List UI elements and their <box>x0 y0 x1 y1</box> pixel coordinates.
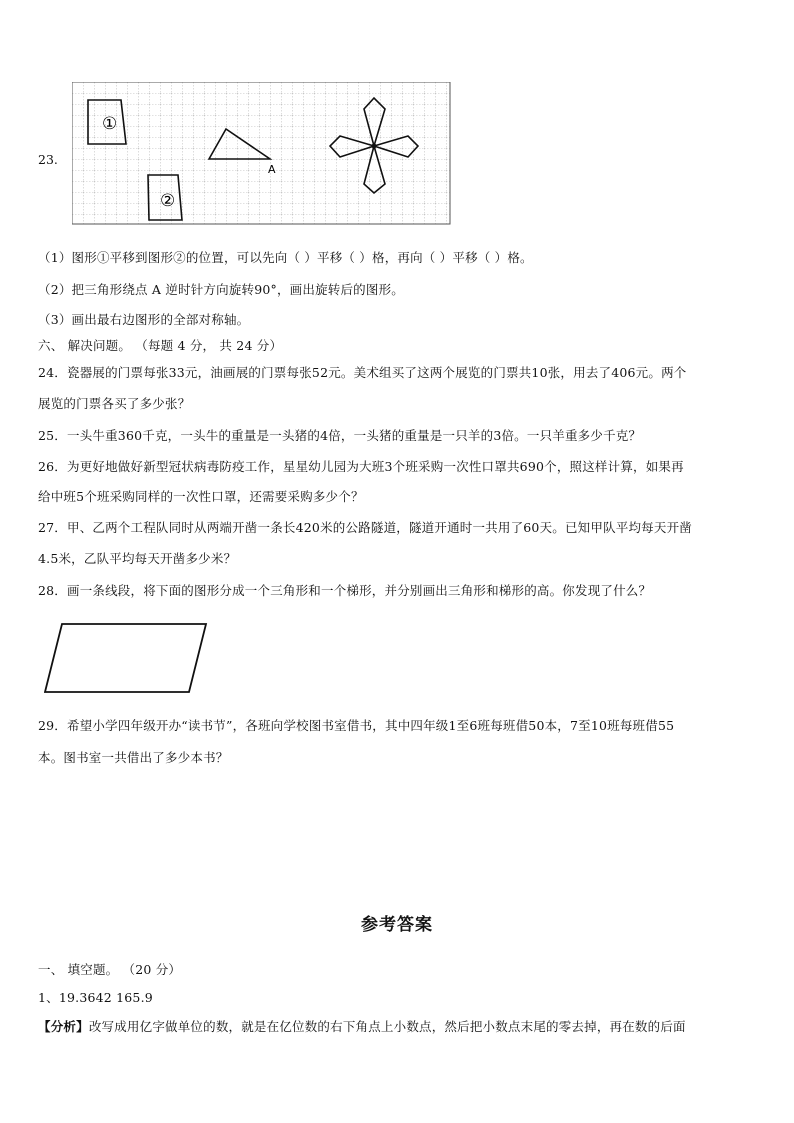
q27-line-1: 27．甲、乙两个工程队同时从两端开凿一条长420米的公路隧道，隧道开通时一共用了60天。已知甲队平均每天开凿 <box>38 520 692 535</box>
figure-1-label: ① <box>102 114 118 134</box>
q25-line-1: 25．一头牛重360千克，一头牛的重量是一头猪的4倍，一头猪的重量是一只羊的3倍。一只羊重多少千克？ <box>38 428 642 443</box>
flower-center-point <box>372 144 377 149</box>
question-23-number: 23. <box>38 152 58 167</box>
point-a-label: A <box>268 163 276 176</box>
q27-line-2: 4.5米，乙队平均每天开凿多少米？ <box>38 551 237 566</box>
analysis-tag: 【分析】 <box>38 1019 89 1034</box>
answer-1: 1、19.3642 165.9 <box>38 990 153 1005</box>
q23-part-2: （2）把三角形绕点 A 逆时针方向旋转90°，画出旋转后的图形。 <box>38 282 404 297</box>
q29-line-2: 本。图书室一共借出了多少本书？ <box>38 750 229 765</box>
section-6-heading: 六、 解决问题。 （每题 4 分， 共 24 分） <box>38 338 283 353</box>
q24-line-2: 展览的门票各买了多少张？ <box>38 396 191 411</box>
q23-part-3: （3）画出最右边图形的全部对称轴。 <box>38 312 250 327</box>
parallelogram-shape <box>45 624 206 692</box>
analysis-text: 改写成用亿字做单位的数，就是在亿位数的右下角点上小数点，然后把小数点末尾的零去掉，再在数的后面 <box>88 1019 686 1034</box>
answers-title: 参考答案 <box>361 915 433 935</box>
parallelogram-figure <box>44 622 214 698</box>
q26-line-2: 给中班5个班采购同样的一次性口罩，还需要采购多少个？ <box>38 489 364 504</box>
answers-section-1-heading: 一、 填空题。 （20 分） <box>38 962 182 977</box>
q23-part-1: （1）图形①平移到图形②的位置，可以先向（ ）平移（ ）格，再向（ ）平移（ ）格。 <box>38 250 533 265</box>
grid-figure <box>72 82 452 226</box>
q24-line-1: 24．瓷器展的门票每张33元，油画展的门票每张52元。美术组买了这两个展览的门票共10张，用去了406元。两个 <box>38 365 687 380</box>
analysis-line <box>38 1019 760 1035</box>
figure-2-label: ② <box>160 191 176 211</box>
q26-line-1: 26．为更好地做好新型冠状病毒防疫工作，星星幼儿园为大班3个班采购一次性口罩共690个，照这样计算，如果再 <box>38 459 684 474</box>
q29-line-1: 29．希望小学四年级开办“读书节”，各班向学校图书室借书，其中四年级1至6班每班借50本，7至10班每班借55 <box>38 718 675 733</box>
q28-line-1: 28．画一条线段，将下面的图形分成一个三角形和一个梯形，并分别画出三角形和梯形的高。你发现了什么？ <box>38 583 652 598</box>
